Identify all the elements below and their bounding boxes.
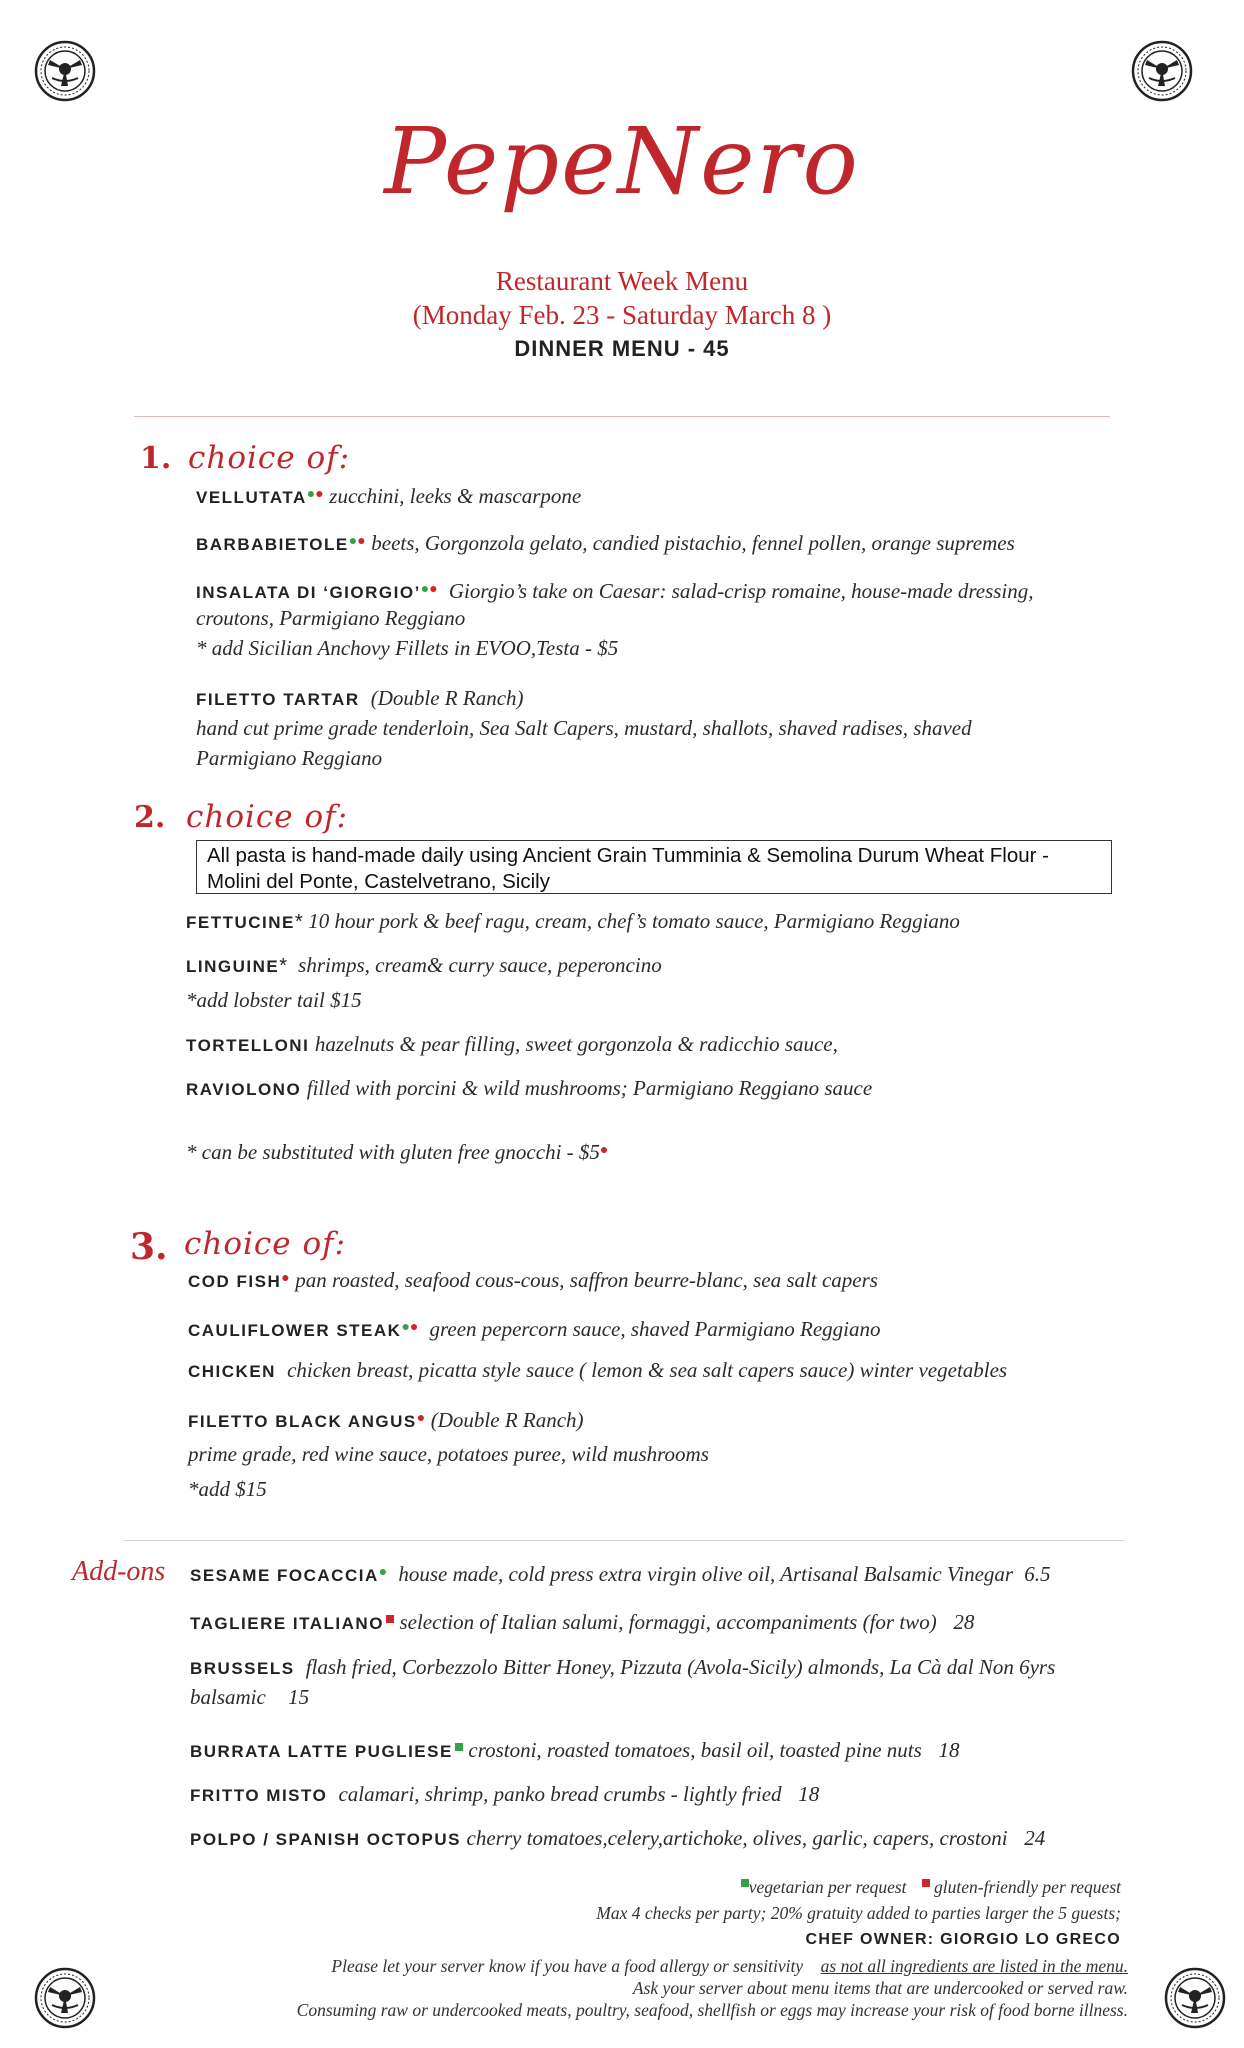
allergy-note [331, 1956, 1128, 1977]
trinacria-emblem-icon [1131, 40, 1193, 102]
section-heading: choice of: [186, 799, 349, 835]
gluten-free-dot-icon: ● [409, 1318, 419, 1334]
item-description: green pepercorn sauce, shaved Parmigiano Reggiano [429, 1317, 881, 1341]
item-mark: * [279, 955, 288, 977]
addon-item [190, 1654, 1055, 1682]
menu-item [188, 1264, 878, 1295]
item-description: hazelnuts & pear filling, sweet gorgonzola & radicchio sauce, [314, 1032, 838, 1056]
item-name: TORTELLONI [186, 1036, 310, 1055]
section-number: 1. [140, 441, 172, 476]
item-name: CAULIFLOWER STEAK [188, 1321, 402, 1340]
dinner-menu-price: DINNER MENU - 45 [514, 336, 730, 361]
gluten-free-square-icon [922, 1879, 930, 1887]
menu-item [188, 1404, 584, 1435]
item-description-cont: balsamic [190, 1685, 266, 1709]
item-mark: * [294, 911, 303, 933]
vegetarian-dot-icon: ● [420, 580, 430, 596]
consumer-warning: Consuming raw or undercooked meats, poultry, seafood, shellfish or eggs may increase your risk of food borne illness. [296, 2000, 1128, 2020]
item-addon-note: *add $15 [188, 1477, 267, 1501]
item-name: BURRATA LATTE PUGLIESE [190, 1742, 453, 1761]
item-name: COD FISH [188, 1272, 282, 1291]
gluten-free-square-icon [386, 1615, 394, 1623]
trinacria-emblem-icon [34, 40, 96, 102]
restaurant-logo: PepeNero [384, 108, 860, 215]
section-heading: choice of: [188, 440, 351, 476]
vegetarian-square-icon [741, 1879, 749, 1887]
vegetarian-dot-icon: ● [401, 1318, 410, 1334]
item-name: INSALATA DI ‘GIORGIO’ [196, 583, 421, 602]
menu-item [196, 480, 581, 511]
item-name: FILETTO BLACK ANGUS [188, 1412, 417, 1431]
item-description: filled with porcini & wild mushrooms; Parmigiano Reggiano sauce [306, 1076, 873, 1100]
gluten-free-dot-icon: ● [281, 1269, 290, 1285]
menu-item [186, 908, 960, 936]
menu-item [196, 575, 1034, 606]
vegetarian-dot-icon: ● [378, 1563, 388, 1579]
footnote-text: * can be substituted with gluten free gnocchi - $5 [186, 1140, 600, 1164]
max-checks-note: Max 4 checks per party; 20% gratuity added to parties larger the 5 guests; [596, 1903, 1121, 1923]
item-price: 18 [938, 1738, 960, 1762]
item-name: LINGUINE [186, 957, 280, 976]
item-name: CHICKEN [188, 1362, 276, 1381]
item-price: 6.5 [1024, 1562, 1051, 1586]
addons-heading: Add-ons [72, 1556, 166, 1587]
vegetarian-square-icon [455, 1743, 463, 1751]
item-description: crostoni, roasted tomatoes, basil oil, toasted pine nuts [468, 1738, 922, 1762]
item-name: SESAME FOCACCIA [190, 1566, 379, 1585]
item-description: (Double R Ranch) [430, 1408, 584, 1432]
item-price: 18 [798, 1782, 820, 1806]
item-name: BARBABIETOLE [196, 535, 349, 554]
pasta-note-line: All pasta is hand-made daily using Ancient Grain Tumminia & Semolina Durum Wheat Flour - [207, 844, 1050, 867]
item-description-cont: prime grade, red wine sauce, potatoes puree, wild mushrooms [188, 1442, 709, 1466]
item-price: 24 [1024, 1826, 1046, 1850]
menu-item [186, 1075, 872, 1103]
item-description: cherry tomatoes,celery,artichoke, olives, garlic, capers, crostoni [466, 1826, 1008, 1850]
gluten-free-dot-icon: ● [416, 1409, 426, 1425]
trinacria-emblem-icon [34, 1967, 96, 2029]
legend-gluten-friendly: gluten-friendly per request [934, 1877, 1121, 1897]
item-addon-note: *add lobster tail $15 [186, 988, 362, 1012]
item-description: selection of Italian salumi, formaggi, accompaniments (for two) [399, 1610, 937, 1634]
pasta-note-line: Molini del Ponte, Castelvetrano, Sicily [207, 870, 550, 893]
section-heading: choice of: [184, 1226, 347, 1262]
item-name: FETTUCINE [186, 913, 295, 932]
addon-item-cont [190, 1684, 309, 1711]
item-description: house made, cold press extra virgin olive oil, Artisanal Balsamic Vinegar [398, 1562, 1014, 1586]
item-description: shrimps, cream& curry sauce, peperoncino [298, 953, 662, 977]
item-name: RAVIOLONO [186, 1080, 302, 1099]
item-description: pan roasted, seafood cous-cous, saffron beurre-blanc, sea salt capers [295, 1268, 878, 1292]
addon-item [190, 1737, 960, 1765]
trinacria-emblem-icon [1164, 1967, 1226, 2029]
menu-item [186, 952, 662, 980]
item-description: beets, Gorgonzola gelato, candied pistachio, fennel pollen, orange supremes [371, 531, 1015, 555]
menu-item [188, 1357, 1007, 1385]
gluten-free-dot-icon: ● [429, 580, 438, 596]
item-description: 10 hour pork & beef ragu, cream, chef’s tomato sauce, Parmigiano Reggiano [308, 909, 960, 933]
gluten-free-dot-icon: ● [315, 485, 324, 501]
menu-item [188, 1313, 881, 1344]
vegetarian-dot-icon: ● [348, 532, 358, 548]
item-description: chicken breast, picatta style sauce ( lemon & sea salt capers sauce) winter vegetables [287, 1358, 1008, 1382]
divider [124, 1540, 1124, 1541]
item-description: Giorgio’s take on Caesar: salad-crisp romaine, house-made dressing, [448, 579, 1034, 603]
addon-item [190, 1609, 974, 1637]
section-number: 2. [134, 800, 166, 835]
item-price: 28 [953, 1610, 975, 1634]
item-name: BRUSSELS [190, 1659, 295, 1678]
section-number: 3. [130, 1226, 168, 1268]
item-name: FILETTO TARTAR [196, 690, 360, 709]
item-description-cont: Parmigiano Reggiano [196, 746, 383, 770]
item-description-cont: croutons, Parmigiano Reggiano [196, 606, 466, 630]
item-description: (Double R Ranch) [370, 686, 524, 710]
divider [134, 416, 1110, 417]
gnocchi-footnote [186, 1136, 608, 1166]
menu-dates: (Monday Feb. 23 - Saturday March 8 ) [412, 300, 832, 330]
legend-vegetarian: vegetarian per request [748, 1877, 907, 1897]
menu-title: Restaurant Week Menu [495, 266, 749, 296]
item-price: 15 [288, 1685, 310, 1709]
item-description: zucchini, leeks & mascarpone [329, 484, 582, 508]
chef-owner: CHEF OWNER: GIORGIO LO GRECO [805, 1931, 1121, 1948]
allergy-text: Please let your server know if you have a food allergy or sensitivity [331, 1956, 804, 1976]
raw-items-note: Ask your server about menu items that are undercooked or served raw. [632, 1978, 1128, 1998]
gluten-free-dot-icon: ● [357, 532, 366, 548]
item-addon-note: * add Sicilian Anchovy Fillets in EVOO,Testa - $5 [196, 636, 619, 660]
item-name: VELLUTATA [196, 488, 307, 507]
menu-item [196, 527, 1015, 558]
allergy-ingredients-note: as not all ingredients are listed in the menu. [820, 1956, 1128, 1976]
pasta-note-box [196, 840, 1112, 894]
item-name: TAGLIERE ITALIANO [190, 1614, 384, 1633]
menu-item [196, 685, 524, 713]
dietary-legend [739, 1877, 1121, 1898]
addon-item [190, 1781, 819, 1809]
item-description: calamari, shrimp, panko bread crumbs - lightly fried [338, 1782, 782, 1806]
item-description-cont: hand cut prime grade tenderloin, Sea Salt Capers, mustard, shallots, shaved radises, shaved [196, 716, 972, 740]
addon-item [190, 1558, 1050, 1589]
item-description: flash fried, Corbezzolo Bitter Honey, Pizzuta (Avola-Sicily) almonds, La Cà dal Non 6yrs [305, 1655, 1056, 1679]
vegetarian-dot-icon: ● [306, 485, 316, 501]
addon-item [190, 1825, 1045, 1853]
item-name: FRITTO MISTO [190, 1786, 328, 1805]
item-name: POLPO / SPANISH OCTOPUS [190, 1830, 461, 1849]
menu-item [186, 1031, 838, 1059]
gluten-free-dot-icon: ● [599, 1141, 609, 1157]
